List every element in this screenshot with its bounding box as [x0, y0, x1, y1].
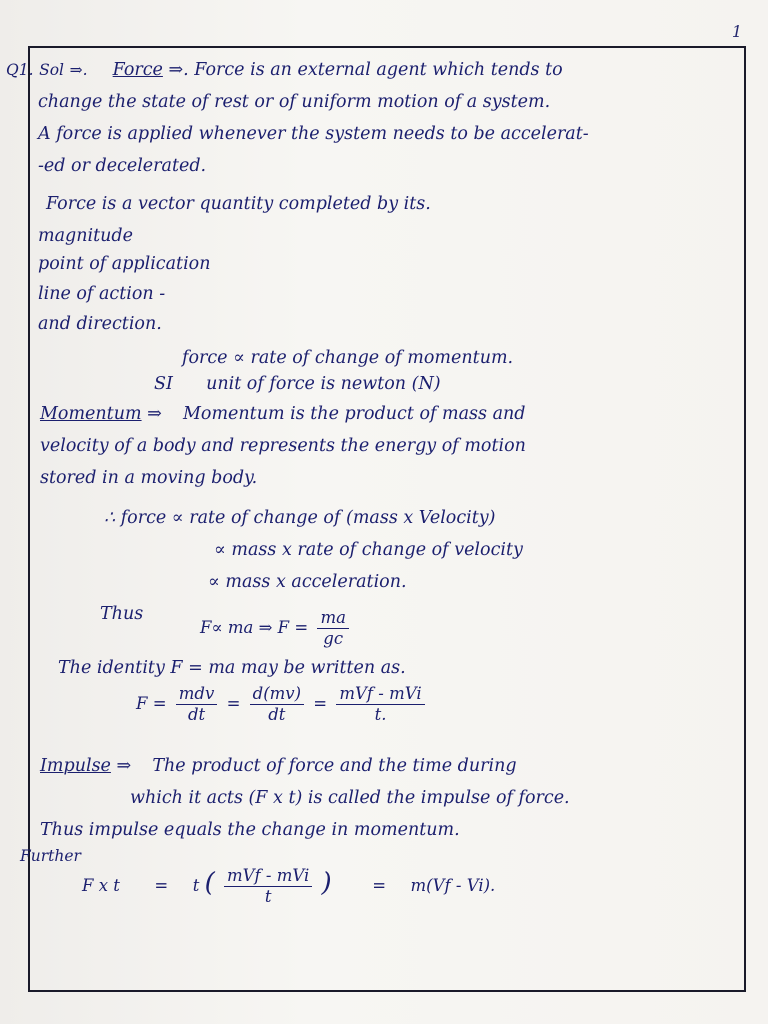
impulse-heading-line: [40, 752, 517, 780]
question-label: Q1.: [6, 61, 34, 79]
impulse-arrow: ⇒: [116, 756, 132, 776]
force-line-2: change the state of rest or of uniform motion of a system.: [38, 92, 551, 112]
identity-f-eq: F =: [136, 694, 167, 713]
newton-equation: [200, 608, 353, 649]
force-proportional: force ∝ rate of change of momentum.: [182, 348, 514, 368]
t-denominator: t.: [374, 705, 387, 724]
thus-label: Thus: [100, 604, 144, 624]
impulse-equals-1: =: [154, 876, 169, 895]
momentum-change-over-t: [336, 684, 424, 725]
identity-equals-2: =: [313, 694, 328, 713]
force-heading: Force: [112, 60, 163, 80]
vector-item-magnitude: magnitude: [38, 226, 133, 246]
si-label: SI: [154, 374, 173, 394]
impulse-equals-2: =: [372, 876, 387, 895]
vector-item-direction: and direction.: [38, 314, 162, 334]
solution-label: Sol: [39, 61, 64, 79]
momentum-heading-line: [40, 400, 526, 428]
identity-equals-1: =: [226, 694, 241, 713]
newton-eq-left: F∝ ma ⇒ F =: [200, 618, 309, 637]
dmv-numerator: d(mv): [250, 684, 304, 705]
identity-equation: [136, 684, 429, 725]
momentum-derivation-1: ∴ force ∝ rate of change of (mass x Velocity): [104, 508, 496, 528]
page-number: 1: [731, 22, 742, 41]
impulse-line-2: which it acts (F x t) is called the impulse of force.: [130, 788, 570, 808]
force-line-4: -ed or decelerated.: [38, 156, 207, 176]
impulse-line-3: Thus impulse equals the change in momentum.: [40, 820, 460, 840]
dmv-over-dt: [250, 684, 304, 725]
force-line-1: Force is an external agent which tends to: [194, 60, 563, 80]
si-unit-line: [154, 370, 441, 398]
momentum-line-3: stored in a moving body.: [40, 468, 258, 488]
si-text: unit of force is newton (N): [206, 374, 441, 394]
impulse-equation: [82, 866, 495, 907]
impulse-heading: Impulse: [40, 756, 111, 776]
impulse-close-paren: ): [321, 868, 332, 898]
impulse-inner-numerator: mVf - mVi: [224, 866, 312, 887]
momentum-change-numerator: mVf - mVi: [336, 684, 424, 705]
gc-denominator: gc: [323, 629, 344, 648]
momentum-line-1: Momentum is the product of mass and: [182, 404, 526, 424]
ma-numerator: ma: [317, 608, 348, 629]
vector-item-point: point of application: [38, 254, 211, 274]
vector-intro: Force is a vector quantity completed by its.: [46, 194, 431, 214]
further-label: Further: [20, 847, 81, 865]
momentum-derivation-3: ∝ mass x acceleration.: [208, 572, 407, 592]
dt-denominator-2: dt: [268, 705, 286, 724]
identity-line: The identity F = ma may be written as.: [58, 658, 406, 678]
force-arrow: ⇒.: [168, 60, 189, 80]
vector-item-line: line of action -: [38, 284, 166, 304]
dt-denominator-1: dt: [187, 705, 206, 724]
impulse-eq-left: F x t: [82, 876, 120, 895]
momentum-line-2: velocity of a body and represents the energy of motion: [40, 436, 526, 456]
force-line-3: A force is applied whenever the system needs to be accelerat-: [38, 124, 589, 144]
impulse-result: m(Vf - Vi).: [410, 876, 496, 895]
impulse-open-paren: (: [204, 868, 215, 898]
ma-over-gc: [317, 608, 348, 649]
force-heading-line: Q1. Sol ⇒. Force ⇒. Force is an external agent which tends to: [6, 60, 563, 80]
momentum-arrow: ⇒: [147, 404, 162, 424]
mdv-numerator: mdv: [176, 684, 218, 705]
impulse-inner-denominator: t: [264, 887, 272, 906]
impulse-line-1: The product of force and the time during: [152, 756, 517, 776]
impulse-t-multiplier: t: [192, 876, 200, 895]
mdv-over-dt: [176, 684, 218, 725]
momentum-heading: Momentum: [40, 404, 142, 424]
momentum-derivation-2: ∝ mass x rate of change of velocity: [214, 540, 523, 560]
impulse-inner-fraction: [224, 866, 312, 907]
